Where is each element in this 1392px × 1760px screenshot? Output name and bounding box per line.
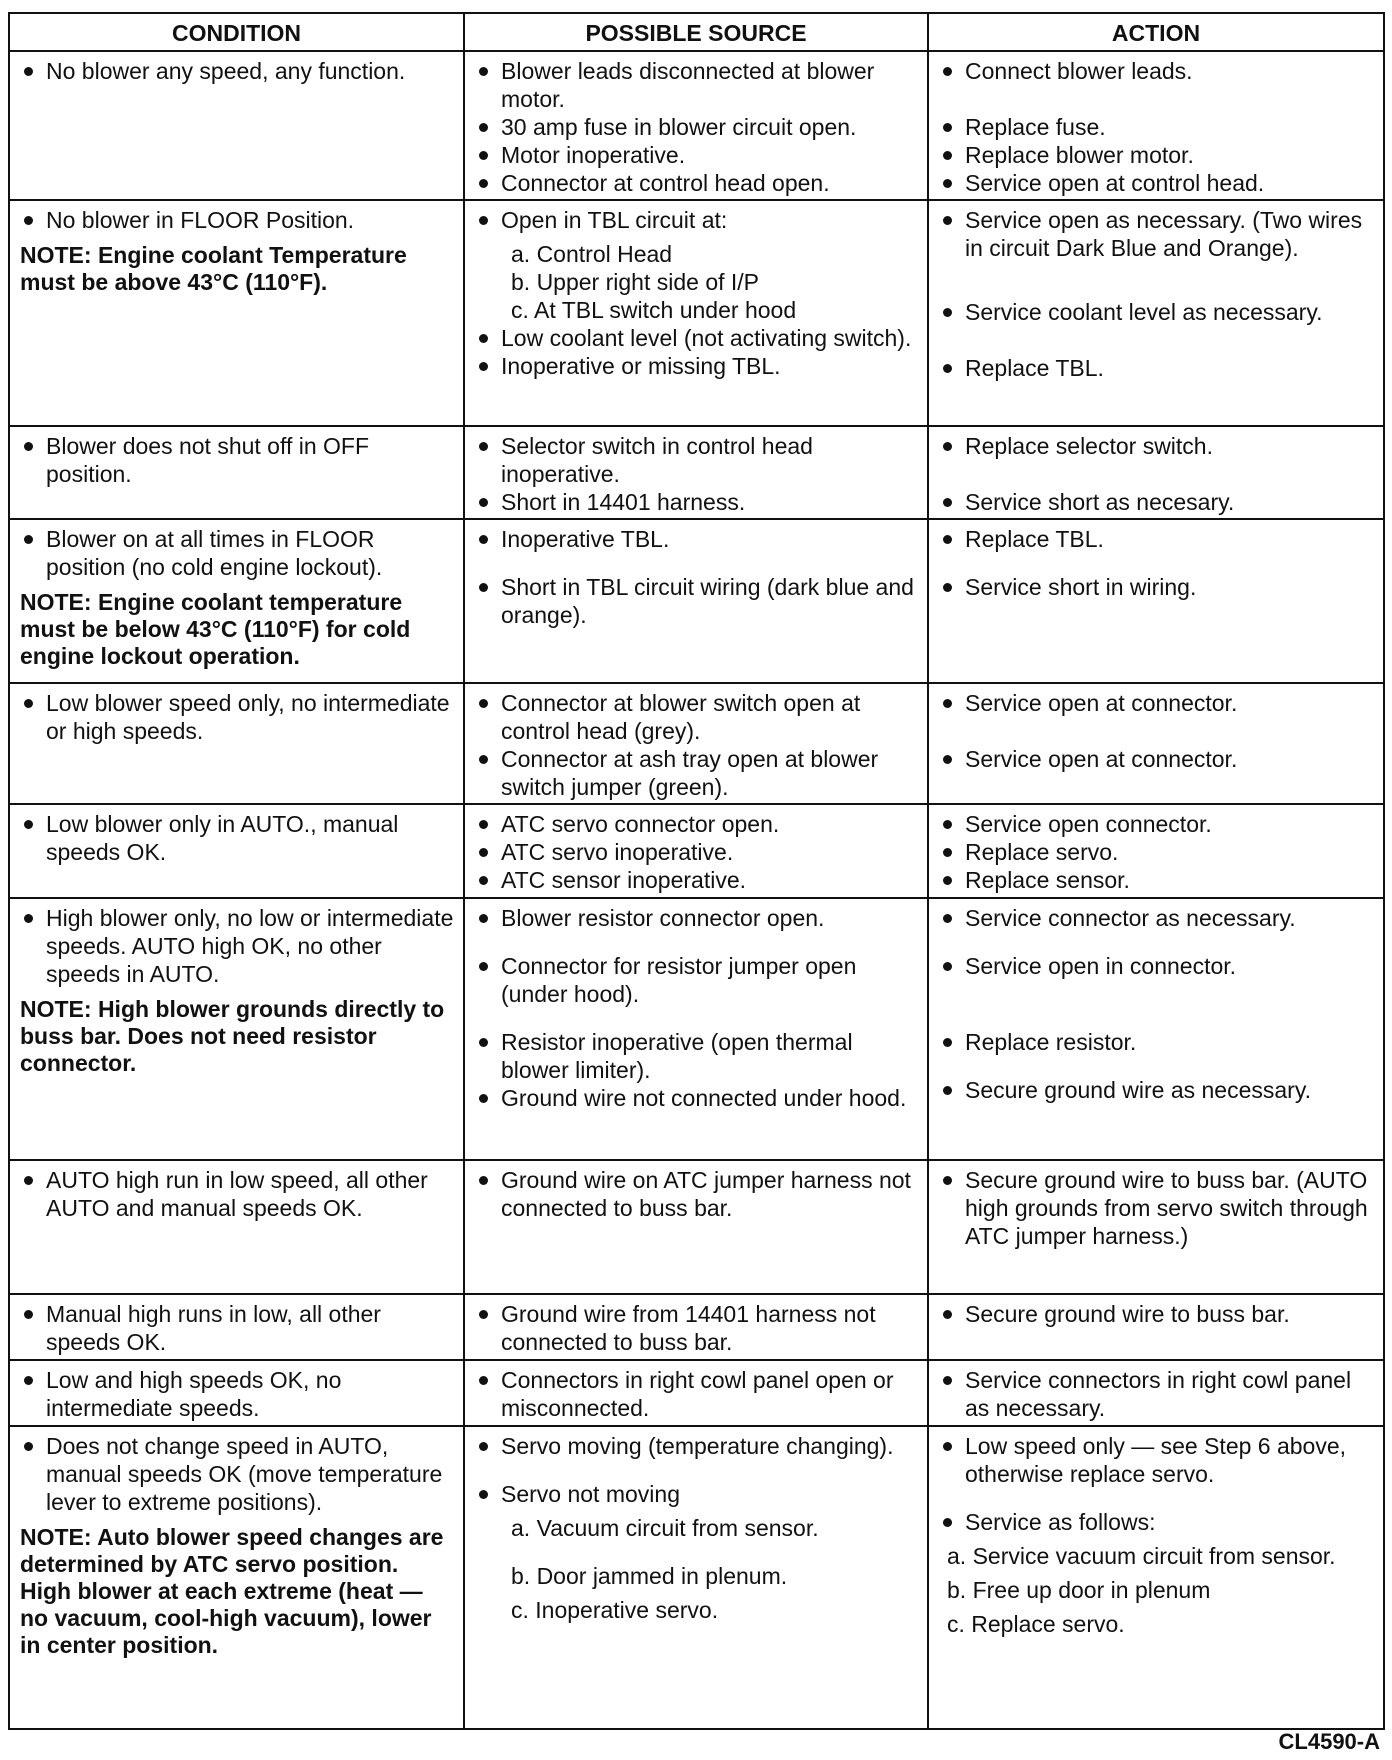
condition-cell [9,804,464,898]
action-cell [928,804,1384,898]
condition-note: NOTE: High blower grounds directly to buss bar. Does not need resistor connector. [20,996,445,1076]
action-item: Secure ground wire as necessary. [939,1076,1375,1104]
source-item: Motor inoperative. [475,141,919,169]
source-item: Connector for resistor jumper open (under hood). [475,952,919,1008]
table-row [9,51,1384,200]
action-cell [928,1294,1384,1360]
action-item: Service as follows: [939,1508,1375,1536]
condition-cell [9,51,464,200]
source-cell [464,426,928,519]
header-possible-source: POSSIBLE SOURCE [464,13,928,51]
condition-item: Low blower speed only, no intermediate or high speeds. [20,689,455,745]
condition-item: Low and high speeds OK, no intermediate speeds. [20,1366,455,1422]
source-cell [464,200,928,426]
table-row [9,519,1384,683]
condition-cell [9,200,464,426]
source-item: Resistor inoperative (open thermal blower limiter). [475,1028,919,1084]
table-row [9,804,1384,898]
source-item: Ground wire on ATC jumper harness not connected to buss bar. [475,1166,919,1222]
action-item: Service open as necessary. (Two wires in circuit Dark Blue and Orange). [939,206,1375,262]
condition-item: Blower on at all times in FLOOR position (no cold engine lockout). [20,525,455,581]
source-cell [464,1360,928,1426]
source-item: Connector at blower switch open at control head (grey). [475,689,919,745]
action-item: Replace resistor. [939,1028,1375,1056]
source-item: Blower leads disconnected at blower motor. [475,57,919,113]
source-cell [464,804,928,898]
source-subitem: c. Inoperative servo. [511,1597,719,1623]
action-item: Service open in connector. [939,952,1375,980]
action-item: Service open at connector. [939,689,1375,717]
condition-cell [9,1294,464,1360]
table-row [9,898,1384,1160]
condition-cell [9,683,464,804]
action-item: Service open at control head. [939,169,1375,197]
source-cell [464,1160,928,1294]
table-row [9,1360,1384,1426]
condition-item: AUTO high run in low speed, all other AUTO and manual speeds OK. [20,1166,455,1222]
condition-cell [9,1426,464,1729]
action-item: Connect blower leads. [939,57,1375,85]
source-item: Short in 14401 harness. [475,488,919,516]
source-cell [464,1426,928,1729]
figure-id: CL4590-A [1278,1729,1380,1754]
action-item: Service open at connector. [939,745,1375,773]
condition-item: Does not change speed in AUTO, manual speeds OK (move temperature lever to extreme positions). [20,1432,455,1516]
action-item: Service connector as necessary. [939,904,1375,932]
header-row [9,13,1384,51]
source-item: Connector at ash tray open at blower switch jumper (green). [475,745,919,801]
table-row [9,200,1384,426]
condition-cell [9,1160,464,1294]
table-row [9,1160,1384,1294]
action-item: Low speed only — see Step 6 above, otherwise replace servo. [939,1432,1375,1488]
source-subitem: b. Upper right side of I/P [511,269,760,295]
condition-note: NOTE: Engine coolant temperature must be below 43°C (110°F) for cold engine lockout operation. [20,589,411,669]
source-cell [464,683,928,804]
condition-note: NOTE: Auto blower speed changes are determined by ATC servo position. High blower at each extreme (heat — no vacuum, cool-high vacuum), lower in center position. [20,1524,444,1658]
condition-item: No blower in FLOOR Position. [20,206,455,234]
condition-item: Manual high runs in low, all other speeds OK. [20,1300,455,1356]
source-subitem: b. Door jammed in plenum. [511,1563,788,1589]
source-item: Ground wire from 14401 harness not connected to buss bar. [475,1300,919,1356]
action-subitem: c. Replace servo. [947,1611,1125,1637]
source-item: Short in TBL circuit wiring (dark blue and orange). [475,573,919,629]
source-subitem: a. Control Head [511,241,673,267]
action-item: Secure ground wire to buss bar. (AUTO high grounds from servo switch through ATC jumper harness.) [939,1166,1375,1250]
action-cell [928,200,1384,426]
action-cell [928,51,1384,200]
action-item: Service coolant level as necessary. [939,298,1375,326]
source-item: Connector at control head open. [475,169,919,197]
table-row [9,683,1384,804]
source-item: ATC sensor inoperative. [475,866,919,894]
source-item: Open in TBL circuit at: [475,206,919,234]
source-item: Ground wire not connected under hood. [475,1084,919,1112]
source-item: Blower resistor connector open. [475,904,919,932]
table-row [9,426,1384,519]
condition-cell [9,898,464,1160]
source-item: ATC servo connector open. [475,810,919,838]
action-cell [928,1426,1384,1729]
action-cell [928,426,1384,519]
source-item: Inoperative TBL. [475,525,919,553]
source-item: Connectors in right cowl panel open or misconnected. [475,1366,919,1422]
action-cell [928,898,1384,1160]
action-item: Service connectors in right cowl panel as necessary. [939,1366,1375,1422]
source-cell [464,519,928,683]
troubleshooting-table [8,12,1385,1730]
action-cell [928,519,1384,683]
condition-cell [9,519,464,683]
condition-cell [9,426,464,519]
action-item: Replace sensor. [939,866,1375,894]
action-item: Secure ground wire to buss bar. [939,1300,1375,1328]
action-item: Replace servo. [939,838,1375,866]
action-cell [928,1160,1384,1294]
action-subitem: b. Free up door in plenum [947,1577,1211,1603]
header-action: ACTION [928,13,1384,51]
source-item: Selector switch in control head inoperative. [475,432,919,488]
source-item: Servo not moving [475,1480,919,1508]
action-item: Service short in wiring. [939,573,1375,601]
table-row [9,1426,1384,1729]
source-cell [464,1294,928,1360]
condition-cell [9,1360,464,1426]
source-item: Servo moving (temperature changing). [475,1432,919,1460]
condition-item: No blower any speed, any function. [20,57,455,85]
source-cell [464,51,928,200]
action-item: Replace blower motor. [939,141,1375,169]
source-item: Low coolant level (not activating switch). [475,324,919,352]
action-item: Replace fuse. [939,113,1375,141]
action-item: Replace selector switch. [939,432,1375,460]
action-item: Replace TBL. [939,525,1375,553]
source-item: Inoperative or missing TBL. [475,352,919,380]
source-item: 30 amp fuse in blower circuit open. [475,113,919,141]
action-subitem: a. Service vacuum circuit from sensor. [947,1543,1336,1569]
condition-item: Blower does not shut off in OFF position. [20,432,455,488]
condition-note: NOTE: Engine coolant Temperature must be above 43°C (110°F). [20,242,407,295]
action-cell [928,683,1384,804]
action-cell [928,1360,1384,1426]
condition-item: High blower only, no low or intermediate speeds. AUTO high OK, no other speeds in AUTO. [20,904,455,988]
source-subitem: c. At TBL switch under hood [511,297,797,323]
source-cell [464,898,928,1160]
action-item: Service open connector. [939,810,1375,838]
table-row [9,1294,1384,1360]
condition-item: Low blower only in AUTO., manual speeds OK. [20,810,455,866]
action-item: Service short as necesary. [939,488,1375,516]
source-item: ATC servo inoperative. [475,838,919,866]
source-subitem: a. Vacuum circuit from sensor. [511,1515,819,1541]
action-item: Replace TBL. [939,354,1375,382]
header-condition: CONDITION [9,13,464,51]
